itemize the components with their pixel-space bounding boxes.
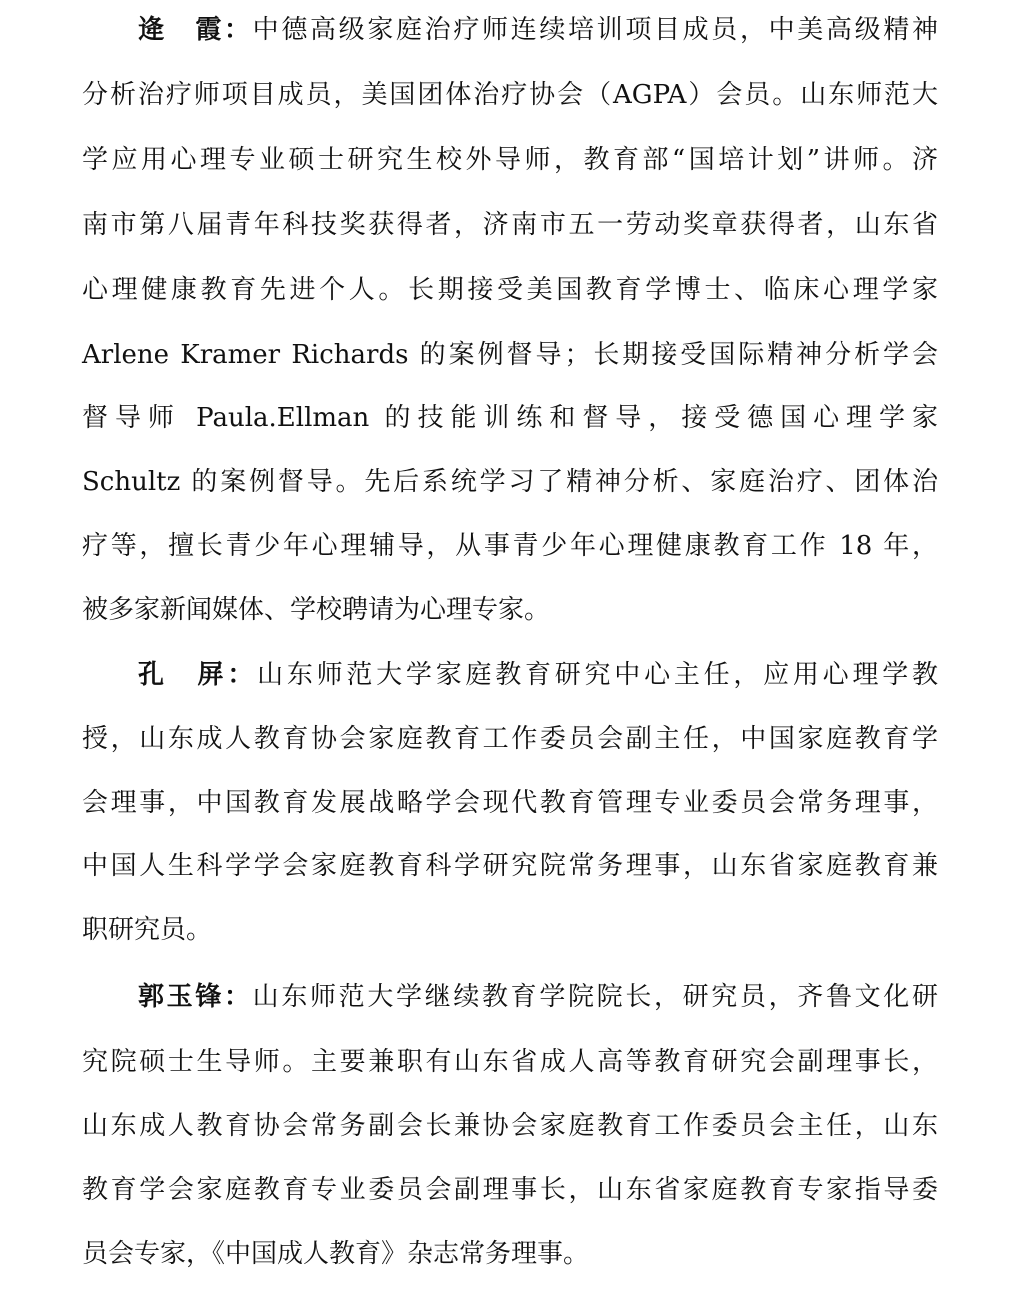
bio-line: 孔 屏：山东师范大学家庭教育研究中心主任，应用心理学教 — [138, 660, 938, 690]
bio-name: 逄 霞 — [138, 15, 224, 45]
bio-line: 职研究员。 — [82, 915, 213, 945]
bio-line: 分析治疗师项目成员，美国团体治疗协会（AGPA）会员。山东师范大 — [82, 80, 938, 110]
bio-line: 授，山东成人教育协会家庭教育工作委员会副主任，中国家庭教育学 — [82, 724, 938, 754]
bio-line: 心理健康教育先进个人。长期接受美国教育学博士、临床心理学家 — [82, 275, 938, 305]
bio-name: 孔 屏 — [138, 660, 228, 690]
bio-line: 山东成人教育协会常务副会长兼协会家庭教育工作委员会主任，山东 — [82, 1111, 938, 1141]
bio-line: Arlene Kramer Richards 的案例督导；长期接受国际精神分析学会 — [82, 340, 938, 370]
bio-name: 郭玉锋 — [138, 982, 224, 1012]
bio-line: 员会专家，《中国成人教育》杂志常务理事。 — [82, 1239, 590, 1269]
bio-line: 郭玉锋：山东师范大学继续教育学院院长，研究员，齐鲁文化研 — [138, 982, 938, 1012]
bio-line: 会理事，中国教育发展战略学会现代教育管理专业委员会常务理事， — [82, 788, 938, 818]
bio-line: 教育学会家庭教育专业委员会副理事长，山东省家庭教育专家指导委 — [82, 1175, 938, 1205]
bio-line: 被多家新闻媒体、学校聘请为心理专家。 — [82, 595, 551, 625]
bio-line: 学应用心理专业硕士研究生校外导师，教育部“国培计划”讲师。济 — [82, 145, 938, 175]
bio-line: 究院硕士生导师。主要兼职有山东省成人高等教育研究会副理事长， — [82, 1047, 938, 1077]
bio-line: 中国人生科学学会家庭教育科学研究院常务理事，山东省家庭教育兼 — [82, 851, 938, 881]
bio-line: 督导师 Paula.Ellman 的技能训练和督导，接受德国心理学家 — [82, 403, 938, 433]
bio-line: 疗等，擅长青少年心理辅导，从事青少年心理健康教育工作 18 年， — [82, 531, 938, 561]
bio-line: Schultz 的案例督导。先后系统学习了精神分析、家庭治疗、团体治 — [82, 467, 938, 497]
bio-line: 南市第八届青年科技奖获得者，济南市五一劳动奖章获得者，山东省 — [82, 210, 938, 240]
bio-line: 逄 霞：中德高级家庭治疗师连续培训项目成员，中美高级精神 — [138, 15, 938, 45]
